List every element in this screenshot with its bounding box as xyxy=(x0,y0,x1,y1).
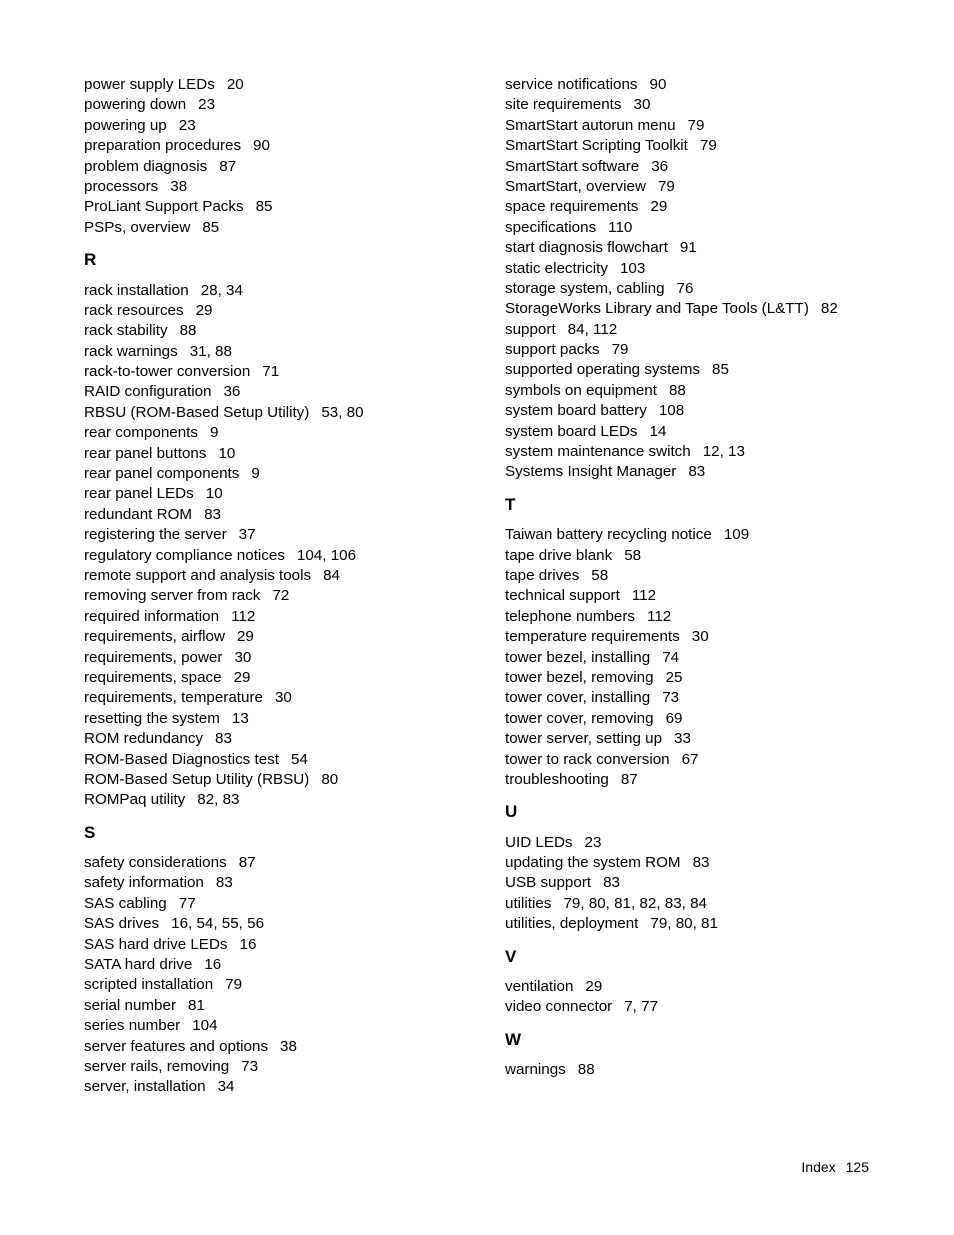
index-page-refs: 9 xyxy=(209,424,219,442)
index-term: rear components xyxy=(84,424,198,442)
index-page-refs: 16, 54, 55, 56 xyxy=(171,915,265,933)
index-page-refs: 34 xyxy=(217,1078,235,1096)
index-entry xyxy=(84,1016,484,1036)
index-page-refs: 112 xyxy=(231,607,256,625)
index-term: static electricity xyxy=(505,259,608,277)
index-term: ProLiant Support Packs xyxy=(84,198,244,216)
index-term: power supply LEDs xyxy=(84,76,215,93)
index-page-refs: 83 xyxy=(215,730,232,748)
index-term: server features and options xyxy=(84,1037,269,1055)
index-page-refs: 81 xyxy=(188,996,205,1014)
index-term: SmartStart autorun menu xyxy=(505,116,676,134)
index-entry xyxy=(84,750,484,770)
index-entry xyxy=(505,709,905,729)
index-page-refs: 88 xyxy=(577,1061,595,1079)
index-entry xyxy=(84,95,484,115)
index-term: system board battery xyxy=(505,402,647,420)
index-page-refs: 80 xyxy=(321,770,339,788)
index-page-refs: 23 xyxy=(178,116,196,134)
index-term: safety considerations xyxy=(84,854,227,872)
index-term: symbols on equipment xyxy=(505,381,657,399)
index-term: system maintenance switch xyxy=(505,443,691,461)
index-term: SAS drives xyxy=(84,915,160,933)
index-entry xyxy=(84,688,484,708)
index-term: utilities xyxy=(505,894,552,912)
index-entry xyxy=(505,607,905,627)
index-entry xyxy=(505,914,905,934)
index-entry xyxy=(84,586,484,606)
index-entry xyxy=(84,464,484,484)
index-term: tape drive blank xyxy=(505,546,613,564)
index-entry xyxy=(84,157,484,177)
index-term: RAID configuration xyxy=(84,383,212,401)
index-entry xyxy=(84,281,484,301)
index-term: SAS hard drive LEDs xyxy=(84,935,228,953)
index-page-refs: 85 xyxy=(202,218,220,236)
index-page-refs: 58 xyxy=(624,546,642,564)
index-entry xyxy=(84,935,484,955)
index-entry xyxy=(505,299,905,319)
index-page-refs: 16 xyxy=(204,956,222,974)
index-entry xyxy=(505,462,905,482)
index-term: ROMPaq utility xyxy=(84,791,186,809)
index-entry xyxy=(505,566,905,586)
index-term: powering up xyxy=(84,116,167,134)
index-term: specifications xyxy=(505,218,597,236)
index-page-refs: 79, 80, 81 xyxy=(650,915,718,933)
index-term: support packs xyxy=(505,341,600,359)
index-page-refs: 30 xyxy=(633,96,651,114)
index-term: SmartStart software xyxy=(505,157,640,175)
index-page-refs: 108 xyxy=(658,402,685,420)
index-page-refs: 29 xyxy=(236,628,254,646)
index-entry xyxy=(84,342,484,362)
index-entry xyxy=(84,362,484,382)
index-page-refs: 73 xyxy=(662,689,680,707)
index-entry xyxy=(84,975,484,995)
index-entry xyxy=(84,1077,484,1097)
index-page-refs: 9 xyxy=(251,465,260,483)
index-entry xyxy=(84,1037,484,1057)
index-term: telephone numbers xyxy=(505,607,636,625)
index-page-refs: 83 xyxy=(692,854,710,872)
index-term: storage system, cabling xyxy=(505,279,665,297)
index-term: rack-to-tower conversion xyxy=(84,363,251,381)
index-entry xyxy=(84,627,484,647)
index-entry xyxy=(505,977,905,997)
index-term: preparation procedures xyxy=(84,137,242,155)
index-entry xyxy=(505,197,905,217)
index-term: rear panel buttons xyxy=(84,444,207,462)
index-page-refs: 83 xyxy=(204,505,221,523)
index-term: serial number xyxy=(84,996,177,1014)
index-entry xyxy=(84,177,484,197)
index-entry xyxy=(84,505,484,525)
index-term: USB support xyxy=(505,874,592,892)
index-page-refs: 29 xyxy=(585,978,603,996)
index-entry xyxy=(84,75,484,95)
index-term: ventilation xyxy=(505,978,574,996)
section-letter-w: W xyxy=(505,1029,522,1049)
index-page-refs: 7, 77 xyxy=(624,998,659,1016)
index-entry xyxy=(84,955,484,975)
index-page-refs: 84 xyxy=(323,566,340,584)
index-entry xyxy=(505,525,905,545)
index-entry xyxy=(505,546,905,566)
index-term: rack installation xyxy=(84,281,189,299)
index-entry xyxy=(505,648,905,668)
index-term: rack resources xyxy=(84,301,184,319)
index-entry xyxy=(505,177,905,197)
index-entry xyxy=(84,321,484,341)
index-term: warnings xyxy=(505,1061,566,1079)
index-page-refs: 58 xyxy=(591,566,609,584)
index-entry xyxy=(505,750,905,770)
index-entry xyxy=(84,770,484,790)
index-entry xyxy=(505,320,905,340)
index-entry xyxy=(84,197,484,217)
index-entry xyxy=(505,340,905,360)
section-letter-r: R xyxy=(84,250,97,270)
index-term: RBSU (ROM-Based Setup Utility) xyxy=(84,403,310,421)
index-page-refs: 79 xyxy=(699,137,717,155)
index-page-refs: 72 xyxy=(272,587,290,605)
index-term: server rails, removing xyxy=(84,1057,230,1075)
index-page-refs: 30 xyxy=(234,648,252,666)
index-entry xyxy=(505,586,905,606)
index-page-refs: 31, 88 xyxy=(189,342,232,360)
index-term: requirements, power xyxy=(84,648,223,666)
section-letter-v: V xyxy=(505,946,517,966)
index-entry xyxy=(84,423,484,443)
index-page-refs: 36 xyxy=(223,383,241,401)
index-term: requirements, space xyxy=(84,668,222,686)
index-entry xyxy=(505,688,905,708)
index-term: temperature requirements xyxy=(505,628,680,646)
index-page-refs: 85 xyxy=(255,198,273,216)
index-term: tower bezel, installing xyxy=(505,648,651,666)
index-page-refs: 10 xyxy=(205,485,223,503)
index-page-refs: 110 xyxy=(608,218,633,236)
index-page-refs: 88 xyxy=(668,381,686,399)
index-entry xyxy=(84,996,484,1016)
index-entry xyxy=(505,95,905,115)
index-term: tower cover, removing xyxy=(505,709,654,727)
footer-page-number: 125 xyxy=(845,1159,869,1175)
index-term: series number xyxy=(84,1017,181,1035)
index-page-refs: 104 xyxy=(192,1017,218,1035)
index-entry xyxy=(84,729,484,749)
index-page-refs: 83 xyxy=(215,874,233,892)
index-entry xyxy=(505,136,905,156)
index-entry xyxy=(505,627,905,647)
index-term: system board LEDs xyxy=(505,422,638,440)
index-page-refs: 79 xyxy=(225,976,243,994)
section-letter-t: T xyxy=(505,494,516,514)
index-page-refs: 79, 80, 81, 82, 83, 84 xyxy=(563,894,707,912)
index-entry xyxy=(505,770,905,790)
index-entry xyxy=(505,116,905,136)
index-term: required information xyxy=(84,607,220,625)
index-entry xyxy=(84,914,484,934)
index-page-refs: 83 xyxy=(603,874,621,892)
index-term: PSPs, overview xyxy=(84,218,191,236)
index-entry xyxy=(505,997,905,1017)
index-page-refs: 103 xyxy=(619,259,646,277)
index-term: regulatory compliance notices xyxy=(84,546,285,564)
index-entry xyxy=(84,894,484,914)
index-page-refs: 33 xyxy=(674,730,691,748)
section-letter-u: U xyxy=(505,802,518,822)
index-page-refs: 36 xyxy=(651,157,669,175)
index-page-refs: 73 xyxy=(241,1057,259,1075)
index-page-refs: 74 xyxy=(662,648,680,666)
index-term: requirements, airflow xyxy=(84,628,225,646)
index-term: UID LEDs xyxy=(505,833,573,851)
index-term: safety information xyxy=(84,874,204,892)
index-page-refs: 29 xyxy=(650,198,668,216)
index-page-refs: 25 xyxy=(665,668,683,686)
index-entry xyxy=(505,894,905,914)
index-entry xyxy=(84,1057,484,1077)
index-term: troubleshooting xyxy=(505,770,609,788)
index-page-refs: 12, 13 xyxy=(702,443,745,461)
index-page-refs: 104, 106 xyxy=(296,546,357,564)
index-term: start diagnosis flowchart xyxy=(505,239,668,257)
index-entry xyxy=(505,873,905,893)
index-term: ROM-Based Diagnostics test xyxy=(84,750,279,768)
index-term: requirements, temperature xyxy=(84,689,263,707)
footer-label: Index xyxy=(801,1159,836,1175)
index-term: rear panel LEDs xyxy=(84,485,194,503)
index-page-refs: 82 xyxy=(820,300,838,318)
index-entry xyxy=(505,853,905,873)
index-term: powering down xyxy=(84,96,187,114)
index-term: ROM-Based Setup Utility (RBSU) xyxy=(84,770,310,788)
index-term: technical support xyxy=(505,587,620,605)
index-term: remote support and analysis tools xyxy=(84,566,312,584)
index-term: service notifications xyxy=(505,76,638,93)
index-page-refs: 77 xyxy=(178,894,196,912)
index-page-refs: 13 xyxy=(231,709,249,727)
index-entry xyxy=(505,218,905,238)
index-page-refs: 10 xyxy=(218,444,236,462)
index-page-refs: 38 xyxy=(280,1037,297,1055)
index-page-refs: 67 xyxy=(681,750,699,768)
index-page-refs: 54 xyxy=(290,750,308,768)
index-term: tape drives xyxy=(505,566,580,584)
index-page-refs: 16 xyxy=(239,935,257,953)
index-page-refs: 88 xyxy=(179,322,197,340)
index-entry xyxy=(505,279,905,299)
index-entry xyxy=(505,157,905,177)
index-entry xyxy=(505,729,905,749)
index-column-left xyxy=(84,75,484,1098)
index-term: problem diagnosis xyxy=(84,157,208,175)
index-term: tower cover, installing xyxy=(505,689,651,707)
index-page-refs: 79 xyxy=(611,341,629,359)
index-term: Systems Insight Manager xyxy=(505,463,677,481)
index-term: redundant ROM xyxy=(84,505,193,523)
index-term: server, installation xyxy=(84,1078,206,1096)
index-page-refs: 23 xyxy=(198,96,216,114)
index-page-refs: 91 xyxy=(679,239,697,257)
index-entry xyxy=(505,1060,905,1080)
index-entry xyxy=(84,403,484,423)
index-term: tower server, setting up xyxy=(505,730,663,748)
index-page-refs: 29 xyxy=(233,668,251,686)
index-page-refs: 87 xyxy=(238,854,256,872)
index-term: rack warnings xyxy=(84,342,178,360)
index-entry xyxy=(84,116,484,136)
index-entry xyxy=(84,873,484,893)
index-entry xyxy=(84,218,484,238)
index-term: SAS cabling xyxy=(84,894,167,912)
index-term: StorageWorks Library and Tape Tools (L&TT) xyxy=(505,300,809,318)
index-term: supported operating systems xyxy=(505,361,701,379)
index-term: SATA hard drive xyxy=(84,956,193,974)
index-entry xyxy=(505,75,905,95)
index-term: registering the server xyxy=(84,526,227,544)
index-term: resetting the system xyxy=(84,709,220,727)
index-entry xyxy=(84,136,484,156)
index-entry xyxy=(84,382,484,402)
index-page-refs: 79 xyxy=(657,177,675,195)
index-term: processors xyxy=(84,177,159,195)
index-page-refs: 30 xyxy=(691,628,709,646)
index-page-refs: 82, 83 xyxy=(197,791,240,809)
index-page-refs: 69 xyxy=(665,709,683,727)
index-entry xyxy=(505,833,905,853)
index-page-refs: 37 xyxy=(238,526,256,544)
index-term: SmartStart, overview xyxy=(505,177,646,195)
index-column-right xyxy=(505,75,905,1081)
index-term: rack stability xyxy=(84,322,168,340)
index-entry xyxy=(505,668,905,688)
index-entry xyxy=(84,566,484,586)
index-entry xyxy=(505,259,905,279)
index-term: removing server from rack xyxy=(84,587,261,605)
page-footer xyxy=(801,1157,869,1177)
index-entry xyxy=(84,444,484,464)
index-term: tower bezel, removing xyxy=(505,668,654,686)
index-page-refs: 29 xyxy=(195,301,213,319)
index-page-refs: 79 xyxy=(687,116,705,134)
index-term: support xyxy=(505,320,556,338)
index-page-refs: 85 xyxy=(712,361,729,379)
index-term: utilities, deployment xyxy=(505,915,639,933)
index-term: tower to rack conversion xyxy=(505,750,670,768)
index-term: rear panel components xyxy=(84,465,240,483)
index-page-refs: 53, 80 xyxy=(321,403,364,421)
index-page-refs: 14 xyxy=(649,422,667,440)
index-entry xyxy=(84,607,484,627)
index-entry xyxy=(505,360,905,380)
index-term: site requirements xyxy=(505,96,622,114)
index-page-refs: 112 xyxy=(631,587,657,605)
index-page-refs: 20 xyxy=(226,76,244,93)
index-entry xyxy=(84,648,484,668)
index-entry xyxy=(84,709,484,729)
index-entry xyxy=(505,381,905,401)
index-page-refs: 84, 112 xyxy=(567,320,618,338)
index-term: Taiwan battery recycling notice xyxy=(505,526,712,544)
index-page-refs: 109 xyxy=(723,526,750,544)
index-entry xyxy=(84,301,484,321)
index-term: space requirements xyxy=(505,198,639,216)
index-page-refs: 90 xyxy=(253,137,270,155)
index-page-refs: 83 xyxy=(688,463,706,481)
index-term: scripted installation xyxy=(84,976,214,994)
index-page-refs: 112 xyxy=(647,607,672,625)
section-letter-s: S xyxy=(84,822,96,842)
index-term: updating the system ROM xyxy=(505,854,681,872)
index-page-refs: 76 xyxy=(676,279,694,297)
index-term: ROM redundancy xyxy=(84,730,204,748)
index-page-refs: 38 xyxy=(170,177,188,195)
index-entry xyxy=(84,484,484,504)
index-entry xyxy=(84,790,484,810)
index-term: video connector xyxy=(505,998,613,1016)
index-page-refs: 28, 34 xyxy=(200,281,243,299)
index-entry xyxy=(505,442,905,462)
index-term: SmartStart Scripting Toolkit xyxy=(505,137,688,155)
index-entry xyxy=(84,525,484,545)
index-entry xyxy=(84,668,484,688)
index-page-refs: 71 xyxy=(262,363,280,381)
index-page-refs: 90 xyxy=(649,76,667,93)
index-page-refs: 87 xyxy=(620,770,638,788)
index-entry xyxy=(505,238,905,258)
index-page-refs: 23 xyxy=(584,833,602,851)
index-entry xyxy=(505,422,905,442)
index-entry xyxy=(84,546,484,566)
index-page-refs: 87 xyxy=(219,157,237,175)
index-entry xyxy=(84,853,484,873)
index-entry xyxy=(505,401,905,421)
index-page-refs: 30 xyxy=(274,689,292,707)
